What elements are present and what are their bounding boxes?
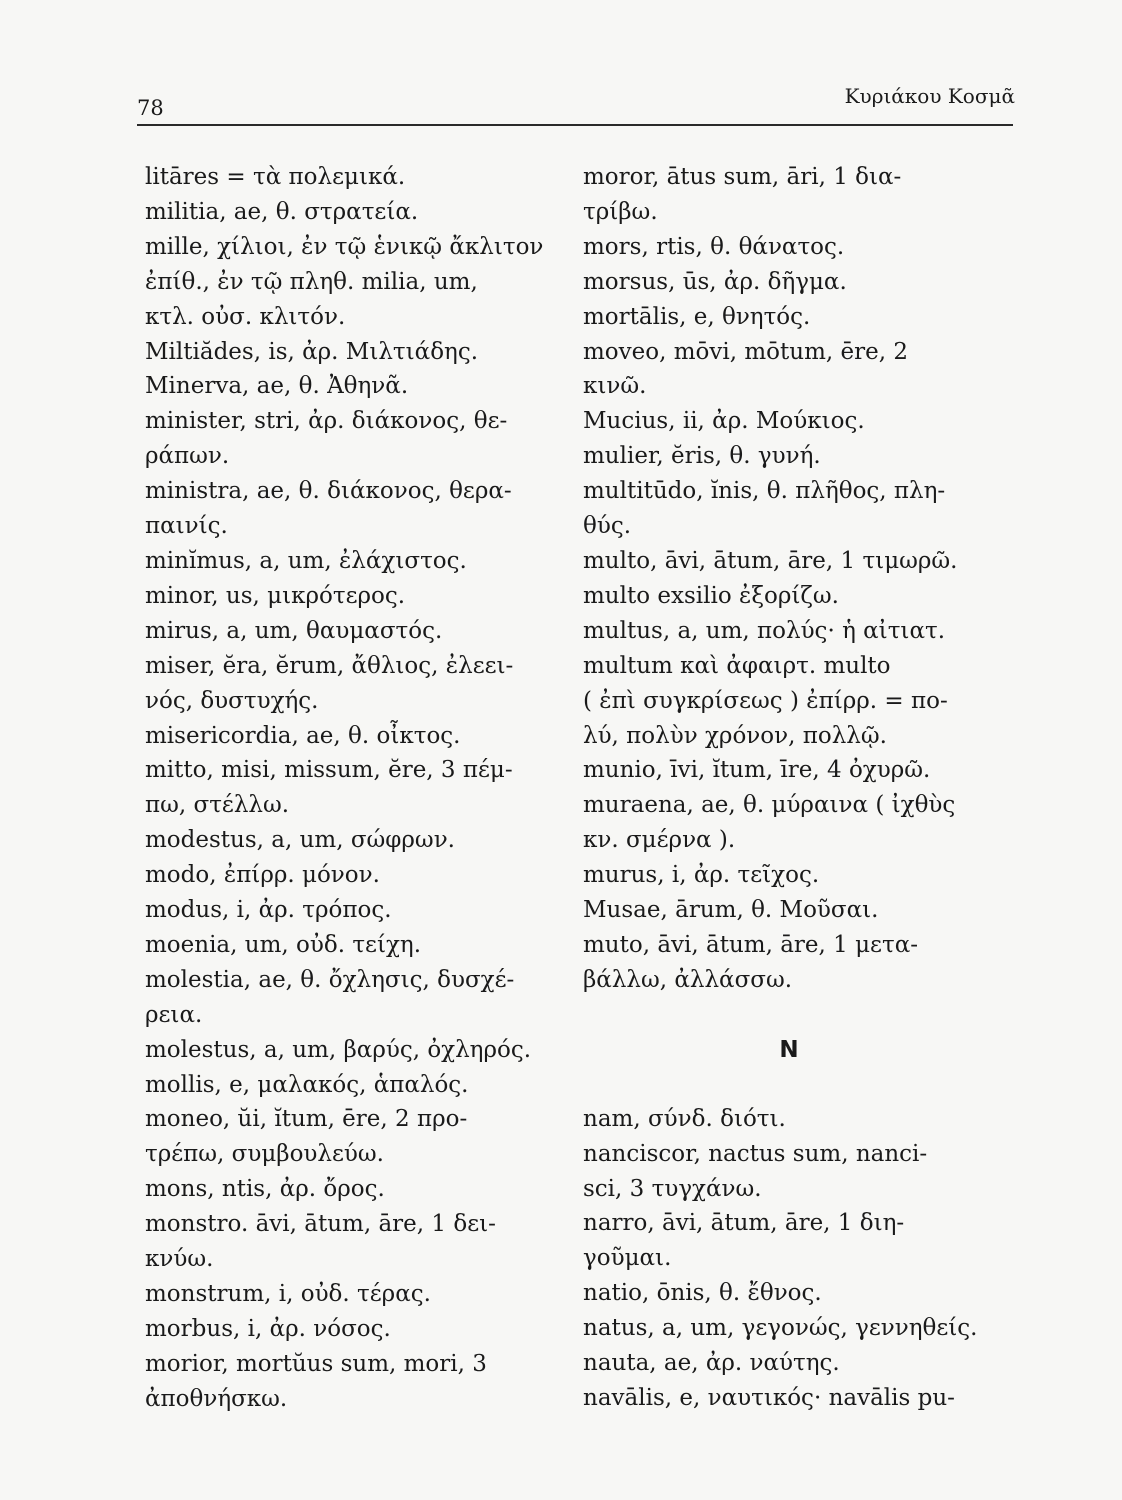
dictionary-entry xyxy=(583,1346,1015,1381)
entry-line: moneo, ŭi, ĭtum, ēre, 2 προ- xyxy=(145,1106,468,1133)
dictionary-entry xyxy=(583,265,1015,300)
entry-line: τρέπω, συμβουλεύω. xyxy=(145,1141,384,1168)
entry-line: Minerva, ae, θ. Ἀθηνᾶ. xyxy=(145,373,409,400)
entry-line: mollis, e, μαλακός, ἁπαλός. xyxy=(145,1071,469,1098)
entry-line: πω, στέλλω. xyxy=(145,792,290,819)
entry-line: modo, ἐπίρρ. μόνον. xyxy=(145,862,380,889)
dictionary-entry xyxy=(145,335,555,370)
dictionary-entry xyxy=(583,858,1015,893)
entry-line: mirus, a, um, θαυμαστός. xyxy=(145,617,443,644)
entry-line: minor, us, μικρότερος. xyxy=(145,582,406,609)
entry-line: mitto, misi, missum, ĕre, 3 πέμ- xyxy=(145,757,513,784)
dictionary-entry xyxy=(583,160,1015,230)
dictionary-entry xyxy=(145,404,555,474)
dictionary-entry xyxy=(145,858,555,893)
entry-line: κτλ. οὐσ. κλιτόν. xyxy=(145,303,346,330)
dictionary-entry xyxy=(145,195,555,230)
entry-line: navālis, e, ναυτικός· navālis pu- xyxy=(583,1385,955,1411)
dictionary-entry xyxy=(583,1276,1015,1311)
entry-line: molestia, ae, θ. ὄχλησις, δυσχέ- xyxy=(145,966,515,993)
entry-line: monstro. āvi, ātum, āre, 1 δει- xyxy=(145,1211,496,1238)
dictionary-entry xyxy=(145,1102,555,1172)
section-letter-heading: N xyxy=(779,1036,799,1063)
dictionary-entry xyxy=(583,474,1015,544)
entry-line: λύ, πολὺν χρόνον, πολλῷ. xyxy=(583,722,887,749)
left-column xyxy=(145,160,555,1417)
dictionary-entry xyxy=(145,928,555,963)
entry-line: παινίς. xyxy=(145,513,228,540)
dictionary-entry xyxy=(145,1347,555,1417)
dictionary-entry xyxy=(583,230,1015,265)
entry-line: mons, ntis, ἀρ. ὄρος. xyxy=(145,1176,385,1203)
dictionary-entry xyxy=(145,230,555,335)
dictionary-entry xyxy=(145,1033,555,1068)
entry-line: multus, a, um, πολύς· ἡ αἰτιατ. xyxy=(583,617,946,644)
entry-line: κνύω. xyxy=(145,1246,214,1273)
entry-line: mors, rtis, θ. θάνατος. xyxy=(583,233,845,260)
entry-line: molestus, a, um, βαρύς, ὀχληρός. xyxy=(145,1036,532,1063)
entry-line: multitūdo, ĭnis, θ. πλῆθος, πλη- xyxy=(583,478,946,505)
dictionary-entry xyxy=(145,614,555,649)
dictionary-entry xyxy=(145,474,555,544)
dictionary-entry xyxy=(145,160,555,195)
entry-line: natus, a, um, γεγονώς, γεννηθείς. xyxy=(583,1315,978,1342)
dictionary-entry xyxy=(583,1137,1015,1207)
entry-line: τρίβω. xyxy=(583,198,658,225)
entry-line: multo exsilio ἐξορίζω. xyxy=(583,582,839,609)
dictionary-entry xyxy=(145,963,555,1033)
entry-line: litāres = τὰ πολεμικά. xyxy=(145,164,406,190)
entry-line: monstrum, i, οὐδ. τέρας. xyxy=(145,1281,431,1307)
entry-line: ἐπίθ., ἐν τῷ πληθ. milia, um, xyxy=(145,268,478,295)
entry-line: narro, āvi, ātum, āre, 1 διη- xyxy=(583,1210,905,1237)
right-column xyxy=(583,160,1015,1416)
entry-line: morbus, i, ἀρ. νόσος. xyxy=(145,1315,391,1342)
entry-line: minĭmus, a, um, ἐλάχιστος. xyxy=(145,547,467,574)
dictionary-entry xyxy=(145,1277,555,1312)
dictionary-entry xyxy=(583,1102,1015,1137)
dictionary-entry xyxy=(583,404,1015,439)
dictionary-entry xyxy=(145,1207,555,1277)
entry-line: morsus, ūs, ἀρ. δῆγμα. xyxy=(583,268,847,295)
entry-line: νός, δυστυχής. xyxy=(145,687,319,714)
header-rule xyxy=(137,124,1013,126)
dictionary-entry xyxy=(583,300,1015,335)
entry-line: muto, āvi, ātum, āre, 1 μετα- xyxy=(583,931,918,958)
entry-line: miser, ĕra, ĕrum, ἄθλιος, ἐλεει- xyxy=(145,652,514,679)
entry-line: ἀποθνήσκω. xyxy=(145,1385,288,1412)
dictionary-entry xyxy=(145,1172,555,1207)
dictionary-entry xyxy=(583,614,1015,754)
entry-line: κν. σμέρνα ). xyxy=(583,827,736,854)
dictionary-entry xyxy=(145,649,555,719)
entry-line: nam, σύνδ. διότι. xyxy=(583,1105,786,1132)
entry-line: multum καὶ ἀφαιρτ. multo xyxy=(583,652,891,679)
entry-line: muraena, ae, θ. μύραινα ( ἰχθὺς xyxy=(583,792,956,819)
dictionary-entry xyxy=(145,579,555,614)
dictionary-entry xyxy=(145,893,555,928)
entry-line: misericordia, ae, θ. οἶκτος. xyxy=(145,722,461,749)
dictionary-entry xyxy=(145,1312,555,1347)
entry-line: ministra, ae, θ. διάκονος, θερα- xyxy=(145,478,512,505)
entry-line: militia, ae, θ. στρατεία. xyxy=(145,198,419,225)
page-number: 78 xyxy=(137,96,164,120)
entry-line: moveo, mōvi, mōtum, ēre, 2 xyxy=(583,338,908,365)
dictionary-entry xyxy=(583,788,1015,858)
dictionary-entry xyxy=(145,544,555,579)
entry-line: Musae, ārum, θ. Μοῦσαι. xyxy=(583,897,879,924)
dictionary-entry xyxy=(145,823,555,858)
running-title: Κυριάκου Κοσμᾶ xyxy=(844,84,1015,108)
entry-line: γοῦμαι. xyxy=(583,1245,672,1272)
dictionary-entry xyxy=(145,1068,555,1103)
dictionary-entry xyxy=(583,928,1015,998)
dictionary-entry xyxy=(145,369,555,404)
entry-line: modus, i, ἀρ. τρόπος. xyxy=(145,897,392,924)
entry-line: κινῶ. xyxy=(583,373,647,400)
dictionary-entry xyxy=(583,1381,1015,1416)
entry-line: ρεια. xyxy=(145,1001,203,1028)
entry-line: βάλλω, ἀλλάσσω. xyxy=(583,966,793,993)
entry-line: munio, īvi, ĭtum, īre, 4 ὀχυρῶ. xyxy=(583,757,931,784)
entry-line: natio, ōnis, θ. ἔθνος. xyxy=(583,1280,822,1307)
entry-line: ράπων. xyxy=(145,443,230,470)
entry-line: mulier, ĕris, θ. γυνή. xyxy=(583,443,821,470)
dictionary-entry xyxy=(145,753,555,823)
entry-line: morior, mortŭus sum, mori, 3 xyxy=(145,1350,487,1377)
entry-line: mortālis, e, θνητός. xyxy=(583,303,811,330)
entry-line: murus, i, ἀρ. τεῖχος. xyxy=(583,862,820,889)
entry-line: modestus, a, um, σώφρων. xyxy=(145,827,455,854)
entry-line: Miltiădes, is, ἀρ. Μιλτιάδης. xyxy=(145,338,479,365)
dictionary-entry xyxy=(583,335,1015,405)
entry-line: ( ἐπὶ συγκρίσεως ) ἐπίρρ. = πο- xyxy=(583,687,948,714)
dictionary-entry xyxy=(583,753,1015,788)
entry-line: mille, χίλιοι, ἐν τῷ ἑνικῷ ἄκλιτον xyxy=(145,233,544,260)
dictionary-entry xyxy=(583,1206,1015,1276)
entry-line: Mucius, ii, ἀρ. Μούκιος. xyxy=(583,408,865,435)
entry-line: moenia, um, οὐδ. τείχη. xyxy=(145,931,421,958)
entry-line: sci, 3 τυγχάνω. xyxy=(583,1175,762,1202)
entry-line: nanciscor, nactus sum, nanci- xyxy=(583,1140,928,1167)
dictionary-entry xyxy=(583,893,1015,928)
dictionary-entry xyxy=(583,544,1015,614)
dictionary-entry xyxy=(145,719,555,754)
entry-line: nauta, ae, ἀρ. ναύτης. xyxy=(583,1350,840,1377)
dictionary-entry xyxy=(583,1311,1015,1346)
entry-line: multo, āvi, ātum, āre, 1 τιμωρῶ. xyxy=(583,547,958,574)
dictionary-entry xyxy=(583,439,1015,474)
entry-line: θύς. xyxy=(583,513,632,540)
entry-line: minister, stri, ἀρ. διάκονος, θε- xyxy=(145,408,508,435)
entry-line: moror, ātus sum, āri, 1 δια- xyxy=(583,164,902,190)
